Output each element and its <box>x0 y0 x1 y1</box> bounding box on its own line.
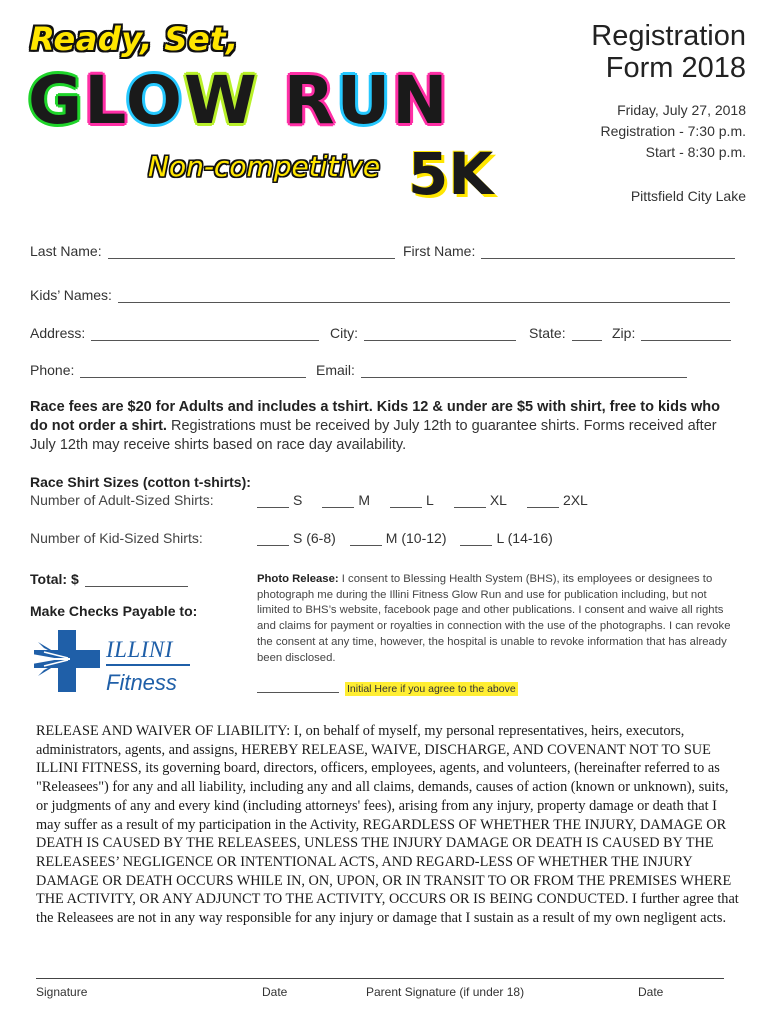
kids-names-line[interactable] <box>118 288 730 303</box>
email-field[interactable] <box>316 362 687 378</box>
kid-sizes <box>257 530 553 546</box>
glow-letter: L <box>84 62 126 139</box>
subtitle: Non-competitive <box>148 150 381 183</box>
state-line[interactable] <box>572 326 602 341</box>
first-name-field[interactable] <box>403 243 735 259</box>
glow-letter: W <box>184 62 259 139</box>
shirt-sizes-heading: Race Shirt Sizes (cotton t-shirts): <box>30 474 251 490</box>
photo-release-text: I consent to Blessing Health System (BHS), its employees or designees to photograph me during the Illini Fitness Glow Run and use for publication including, but not limited to BHS’s website, facebook page and other publications. I consent and waive all rights and claims for payment or royalties in connection with the use of the photographs. I can revoke the consent at any time, however, the hospital is unable to revoke information that has already been disclosed. <box>257 573 731 664</box>
payable-label: Make Checks Payable to: <box>30 603 198 619</box>
kid-size-l: L (14-16) <box>496 530 553 546</box>
waiver-text: RELEASE AND WAIVER OF LIABILITY: I, on behalf of myself, my personal representatives, heirs, executors, administrators, agents, and assigns, HEREBY RELEASE, WAIVE, DISCHARGE, AND COVENANT NOT TO SUE ILLINI FITNESS, its governing board, directors, officers, employees, agents, and volunteers, (hereinafter referred to as "Releasees") for any and all liability, including any and all claims, demands, causes of action (known or unknown), suits, or judgments of any and every kind (including attorneys' fees), arising from any injury, property damage or death that I may suffer as a result of my participation in the Activity, REGARDLESS OF WHETHER THE INJURY, DAMAGE OR DEATH IS CAUSED BY THE RELEASEES, UNLESS THE INJURY DAMAGE OR DEATH IS CAUSED BY THE RELEASEES’ NEGLIGENCE OR INTENTIONAL ACTS, AND REGARD-LESS OF WHETHER THE INJURY DAMAGE OR DEATH OCCURS WHILE IN, ON, UPON, OR IN TRANSIT TO OR FROM THE PREMISES WHERE THE ACTIVITY, OR ANY ADJUNCT TO THE ACTIVITY, OCCURS OR IS BEING CONDUCTED. I further agree that the Releasees are not in any way responsible for any injury or damage that I sustain as a result of my own negligent acts. <box>36 723 739 927</box>
first-name-line[interactable] <box>481 244 735 259</box>
start-time: Start - 8:30 p.m. <box>645 144 746 160</box>
glow-letter: G <box>28 62 85 139</box>
event-location: Pittsfield City Lake <box>630 188 746 204</box>
logo-fitness: Fitness <box>106 670 177 695</box>
adult-size-m-blank[interactable] <box>322 494 354 508</box>
initial-instruction: Initial Here if you agree to the above <box>347 683 516 695</box>
event-date: Friday, July 27, 2018 <box>617 102 746 118</box>
glow-letter: R <box>283 62 337 139</box>
total-field[interactable] <box>30 571 188 587</box>
kids-names-field[interactable] <box>30 287 730 303</box>
parent-signature-label: Parent Signature (if under 18) <box>366 985 525 999</box>
phone-line[interactable] <box>80 363 306 378</box>
address-field[interactable] <box>30 325 319 341</box>
first-name-label: First Name: <box>403 243 476 259</box>
illini-cross-icon <box>30 628 104 694</box>
fee-normal-text: Registrations must be received by July 12th to guarantee shirts. Forms received after July 12th may receive shirts based on race day availability. <box>30 418 717 453</box>
kid-size-m-blank[interactable] <box>350 532 382 546</box>
glow-letter <box>259 62 284 139</box>
distance: 5K <box>408 140 494 208</box>
signature-line[interactable] <box>36 978 724 979</box>
glow-letter: O <box>125 62 184 139</box>
kids-names-label: Kids’ Names: <box>30 287 112 303</box>
city-line[interactable] <box>364 326 516 341</box>
city-field[interactable] <box>330 325 516 341</box>
signature-label: Signature <box>36 985 88 999</box>
logo-illini: ILLINI <box>106 637 173 662</box>
adult-size-l: L <box>426 492 434 508</box>
glow-letter: U <box>336 62 393 139</box>
adult-size-s-blank[interactable] <box>257 494 289 508</box>
registration-time: Registration - 7:30 p.m. <box>600 123 746 139</box>
photo-release-title: Photo Release: <box>257 573 339 585</box>
adult-size-2xl: 2XL <box>562 492 588 508</box>
adult-size-m: M <box>358 492 371 508</box>
adult-size-l-blank[interactable] <box>390 494 422 508</box>
address-line[interactable] <box>91 326 319 341</box>
glow-run-title <box>28 62 449 139</box>
kid-shirts-label: Number of Kid-Sized Shirts: <box>30 530 203 546</box>
kid-size-s: S (6-8) <box>293 530 336 546</box>
date-label-2: Date <box>638 985 664 999</box>
last-name-field[interactable] <box>30 243 395 259</box>
adult-size-2xl-blank[interactable] <box>527 494 559 508</box>
total-label: Total: $ <box>30 571 79 587</box>
initial-line[interactable] <box>257 680 339 693</box>
adult-size-xl: XL <box>489 492 507 508</box>
phone-label: Phone: <box>30 362 75 378</box>
city-label: City: <box>330 325 358 341</box>
email-label: Email: <box>316 362 355 378</box>
phone-field[interactable] <box>30 362 306 378</box>
adult-shirts-label: Number of Adult-Sized Shirts: <box>30 492 214 508</box>
last-name-label: Last Name: <box>30 243 102 259</box>
form-title <box>591 20 746 84</box>
glow-letter: N <box>392 62 450 139</box>
address-label: Address: <box>30 325 86 341</box>
zip-field[interactable] <box>612 325 731 341</box>
form-title-line2: Form 2018 <box>605 52 746 84</box>
state-label: State: <box>529 325 566 341</box>
kid-size-l-blank[interactable] <box>460 532 492 546</box>
adult-sizes <box>257 492 588 508</box>
email-line[interactable] <box>361 363 687 378</box>
photo-release <box>257 572 731 666</box>
total-line[interactable] <box>85 572 188 587</box>
logo-divider <box>106 664 190 666</box>
form-title-line1: Registration <box>591 20 746 52</box>
event-info <box>600 100 746 163</box>
adult-size-xl-blank[interactable] <box>454 494 486 508</box>
zip-line[interactable] <box>641 326 731 341</box>
adult-size-s: S <box>293 492 303 508</box>
fee-paragraph <box>30 398 730 455</box>
kid-size-m: M (10-12) <box>385 530 447 546</box>
fee-bold-text: Race fees are $20 for Adults and includes a tshirt. Kids 12 & under are $5 with shirt, free to kids who do not order a shirt. <box>30 399 721 434</box>
kid-size-s-blank[interactable] <box>257 532 289 546</box>
zip-label: Zip: <box>612 325 636 341</box>
date-label-1: Date <box>262 985 288 999</box>
state-field[interactable] <box>529 325 602 341</box>
tagline: Ready, Set, <box>30 20 239 58</box>
last-name-line[interactable] <box>108 244 395 259</box>
